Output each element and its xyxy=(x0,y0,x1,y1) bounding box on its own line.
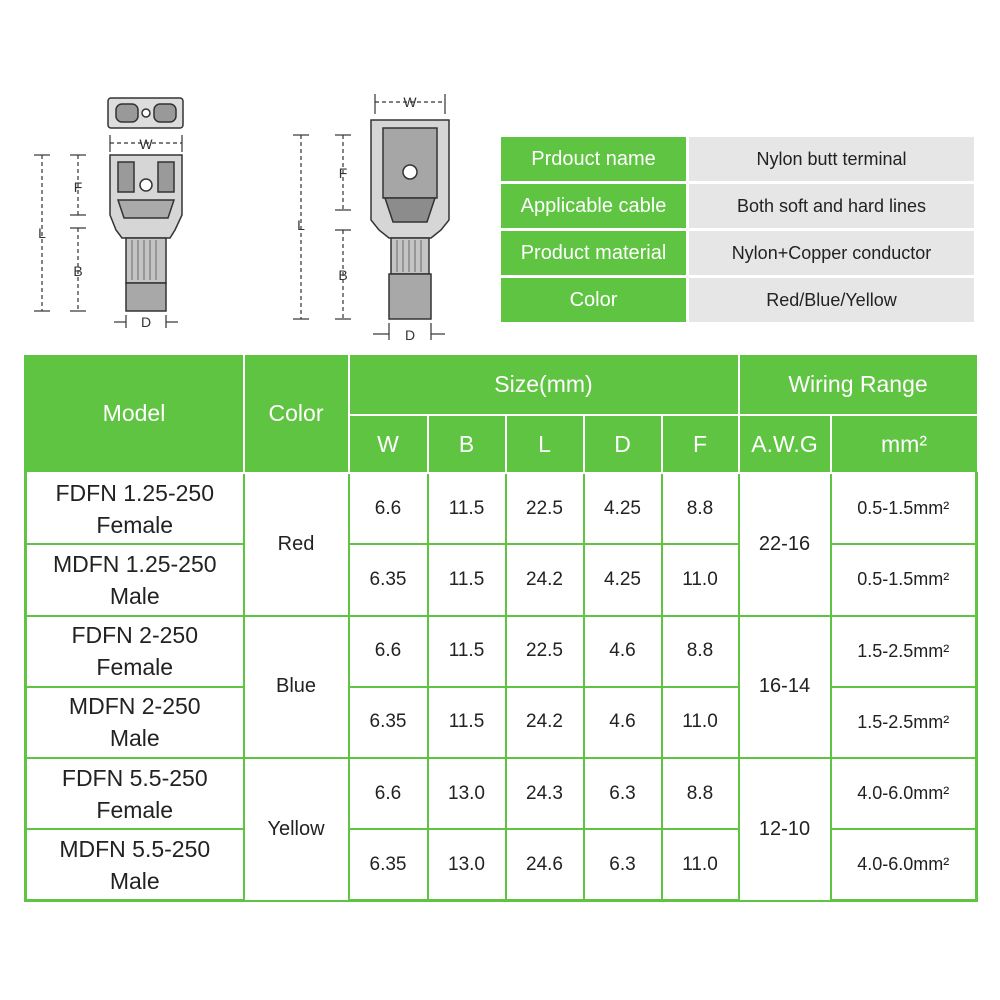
table-row xyxy=(26,687,977,758)
l-cell: 24.2 xyxy=(506,544,584,615)
model-cell xyxy=(26,616,244,687)
b-cell: 11.5 xyxy=(428,473,506,544)
mm2-cell: 4.0-6.0mm² xyxy=(831,829,977,900)
d-cell: 4.25 xyxy=(584,544,662,615)
color-cell: Yellow xyxy=(244,758,349,901)
female-f-label: F xyxy=(73,179,83,195)
l-cell: 22.5 xyxy=(506,616,584,687)
l-cell: 24.3 xyxy=(506,758,584,829)
info-key: Color xyxy=(501,278,689,322)
info-key: Prdouct name xyxy=(501,137,689,181)
product-info-table xyxy=(501,134,974,325)
l-cell: 24.6 xyxy=(506,829,584,900)
model-cell xyxy=(26,687,244,758)
model-code: MDFN 5.5-250 xyxy=(59,835,211,862)
table-row xyxy=(26,616,977,687)
model-gender: Male xyxy=(109,725,160,752)
info-row xyxy=(501,231,974,275)
model-cell xyxy=(26,473,244,544)
spec-table-container xyxy=(24,355,975,902)
header-awg: A.W.G xyxy=(739,415,831,473)
w-cell: 6.35 xyxy=(349,544,428,615)
info-key: Product material xyxy=(501,231,689,275)
w-cell: 6.6 xyxy=(349,616,428,687)
w-cell: 6.35 xyxy=(349,829,428,900)
female-body xyxy=(110,155,182,311)
w-cell: 6.6 xyxy=(349,758,428,829)
info-row xyxy=(501,184,974,228)
f-cell: 11.0 xyxy=(662,544,739,615)
info-row xyxy=(501,278,974,322)
model-code: FDFN 2-250 xyxy=(71,622,199,649)
male-b-label: B xyxy=(338,267,348,283)
l-cell: 22.5 xyxy=(506,473,584,544)
table-row xyxy=(26,544,977,615)
male-f-label: F xyxy=(338,165,348,181)
model-code: MDFN 1.25-250 xyxy=(52,550,217,577)
w-cell: 6.6 xyxy=(349,473,428,544)
b-cell: 13.0 xyxy=(428,829,506,900)
f-cell: 8.8 xyxy=(662,616,739,687)
spec-table xyxy=(24,355,978,902)
b-cell: 11.5 xyxy=(428,616,506,687)
mm2-cell: 1.5-2.5mm² xyxy=(831,687,977,758)
f-cell: 11.0 xyxy=(662,829,739,900)
model-gender: Female xyxy=(96,796,174,823)
model-cell xyxy=(26,544,244,615)
d-cell: 4.6 xyxy=(584,616,662,687)
header-w: W xyxy=(349,415,428,473)
mm2-cell: 1.5-2.5mm² xyxy=(831,616,977,687)
table-row xyxy=(26,758,977,829)
info-value: Nylon+Copper conductor xyxy=(689,231,974,275)
w-cell: 6.35 xyxy=(349,687,428,758)
info-value: Both soft and hard lines xyxy=(689,184,974,228)
color-cell: Blue xyxy=(244,616,349,759)
d-cell: 6.3 xyxy=(584,829,662,900)
info-value: Red/Blue/Yellow xyxy=(689,278,974,322)
model-code: FDFN 5.5-250 xyxy=(61,764,208,791)
awg-cell: 22-16 xyxy=(739,473,831,616)
female-l-label: L xyxy=(38,225,46,241)
info-value: Nylon butt terminal xyxy=(689,137,974,181)
header-model: Model xyxy=(26,355,244,473)
model-gender: Female xyxy=(96,511,174,538)
header-d: D xyxy=(584,415,662,473)
header-row-1 xyxy=(26,355,977,415)
header-wiring-range: Wiring Range xyxy=(739,355,977,415)
table-row xyxy=(26,829,977,900)
info-key: Applicable cable xyxy=(501,184,689,228)
b-cell: 11.5 xyxy=(428,687,506,758)
header-b: B xyxy=(428,415,506,473)
model-cell xyxy=(26,829,244,900)
f-cell: 11.0 xyxy=(662,687,739,758)
female-terminal-drawing xyxy=(30,90,200,335)
mm2-cell: 0.5-1.5mm² xyxy=(831,473,977,544)
f-cell: 8.8 xyxy=(662,473,739,544)
header-size: Size(mm) xyxy=(349,355,739,415)
header-color: Color xyxy=(244,355,349,473)
model-cell xyxy=(26,758,244,829)
female-top-view xyxy=(108,98,183,128)
female-w-label: W xyxy=(139,136,153,152)
model-code: MDFN 2-250 xyxy=(68,693,201,720)
b-cell: 11.5 xyxy=(428,544,506,615)
male-terminal-drawing xyxy=(285,90,475,345)
female-b-label: B xyxy=(73,263,83,279)
model-gender: Male xyxy=(109,867,160,894)
male-w-label: W xyxy=(403,94,417,110)
awg-cell: 16-14 xyxy=(739,616,831,759)
mm2-cell: 0.5-1.5mm² xyxy=(831,544,977,615)
table-row xyxy=(26,473,977,544)
d-cell: 6.3 xyxy=(584,758,662,829)
color-cell: Red xyxy=(244,473,349,616)
male-body xyxy=(371,120,449,319)
awg-cell: 12-10 xyxy=(739,758,831,901)
header-f: F xyxy=(662,415,739,473)
male-l-label: L xyxy=(297,217,305,233)
f-cell: 8.8 xyxy=(662,758,739,829)
d-cell: 4.25 xyxy=(584,473,662,544)
model-code: FDFN 1.25-250 xyxy=(55,479,214,506)
female-d-label: D xyxy=(140,314,152,330)
l-cell: 24.2 xyxy=(506,687,584,758)
male-d-label: D xyxy=(404,327,416,343)
mm2-cell: 4.0-6.0mm² xyxy=(831,758,977,829)
header-mm2: mm² xyxy=(831,415,977,473)
model-gender: Male xyxy=(109,582,160,609)
d-cell: 4.6 xyxy=(584,687,662,758)
model-gender: Female xyxy=(96,654,174,681)
info-row xyxy=(501,137,974,181)
b-cell: 13.0 xyxy=(428,758,506,829)
header-l: L xyxy=(506,415,584,473)
